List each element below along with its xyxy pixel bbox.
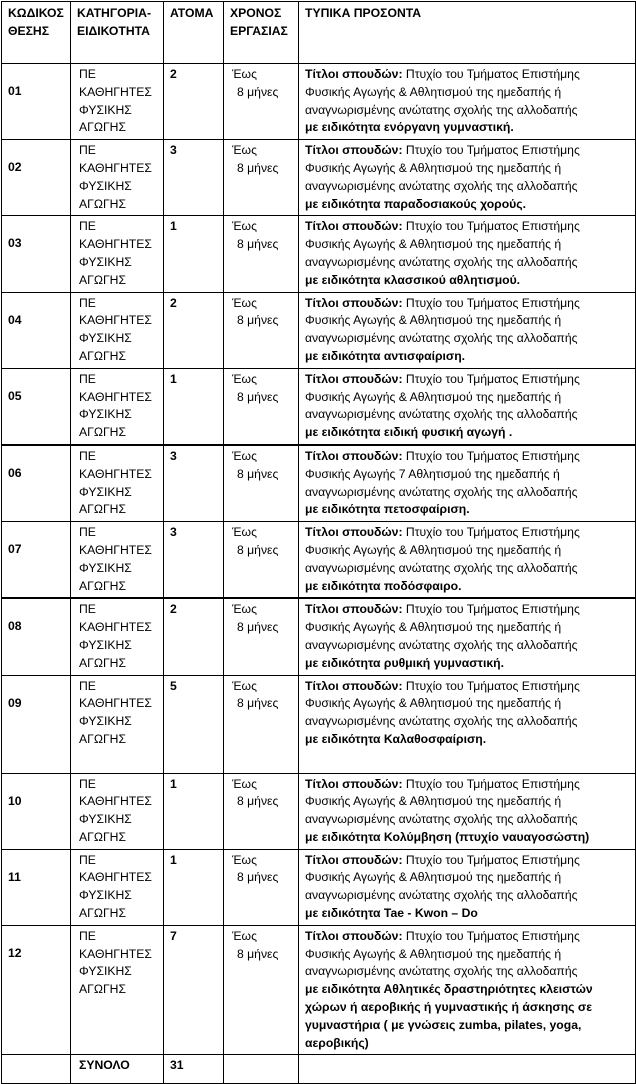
qualification-text: Φυσικής Αγωγής & Αθλητισμού της ημεδαπής ή <box>305 389 562 404</box>
category-cell <box>71 925 164 1055</box>
header-count: ΑΤΟΜΑ <box>164 2 224 64</box>
qualification-label: Τίτλοι σπουδών: <box>305 67 403 81</box>
position-code: 04 <box>2 292 71 368</box>
duration-cell: Έως 8 μήνες <box>224 773 299 849</box>
qualification-text: αναγνωρισμένης ανώτατης σχολής της αλλοδαπής <box>305 102 578 117</box>
category-line: ΚΑΘΗΓΗΤΕΣ <box>79 389 152 404</box>
position-code: 07 <box>2 522 71 599</box>
position-code: 11 <box>2 849 71 925</box>
category-line: ΚΑΘΗΓΗΤΕΣ <box>79 794 152 809</box>
category-line: ΑΓΩΓΗΣ <box>79 655 127 670</box>
position-code: 02 <box>2 140 71 216</box>
category-cell <box>71 445 164 522</box>
qualification-text: αναγνωρισμένης ανώτατης σχολής της αλλοδαπής <box>305 254 578 269</box>
category-line: ΑΓΩΓΗΣ <box>79 982 127 997</box>
qualification-text: αναγνωρισμένης ανώτατης σχολής της αλλοδαπής <box>305 178 578 193</box>
duration-cell: Έως 8 μήνες <box>224 140 299 216</box>
qualification-text: Φυσικής Αγωγής & Αθλητισμού της ημεδαπής ή <box>305 794 562 809</box>
qualification-label: Τίτλοι σπουδών: <box>305 295 403 310</box>
duration-cell: Έως 8 μήνες <box>224 64 299 140</box>
qualification-text: Φυσικής Αγωγής & Αθλητισμού της ημεδαπής ή <box>305 84 562 99</box>
category-line: ΠΕ <box>79 295 96 310</box>
category-cell <box>71 675 164 773</box>
count-cell: 1 <box>164 368 224 445</box>
qualification-label: Τίτλοι σπουδών: <box>305 143 403 158</box>
category-cell <box>71 64 164 140</box>
specialty-line: με ειδικότητα ρυθμική γυμναστική. <box>305 655 505 670</box>
qualification-text: Πτυχίο του Τμήματος Επιστήμης <box>405 678 580 693</box>
position-code: 06 <box>2 445 71 522</box>
qualification-label: Τίτλοι σπουδών: <box>305 448 403 463</box>
qualification-text: Πτυχίο του Τμήματος Επιστήμης <box>405 219 580 234</box>
qualification-text: Πτυχίο του Τμήματος Επιστήμης <box>405 67 580 81</box>
qualification-text: αναγνωρισμένης ανώτατης σχολής της αλλοδαπής <box>305 637 578 652</box>
category-line: ΠΕ <box>79 678 96 693</box>
position-code: 03 <box>2 216 71 292</box>
qualification-text: Φυσικής Αγωγής & Αθλητισμού της ημεδαπής ή <box>305 160 562 175</box>
count-cell: 2 <box>164 598 224 675</box>
table-row <box>2 598 636 675</box>
category-cell <box>71 598 164 675</box>
position-code: 09 <box>2 675 71 773</box>
category-line: ΦΥΣΙΚΗΣ <box>79 484 132 499</box>
category-line: ΠΕ <box>79 143 96 158</box>
category-line: ΚΑΘΗΓΗΤΕΣ <box>79 160 152 175</box>
qualification-text: Πτυχίο του Τμήματος Επιστήμης <box>405 602 580 617</box>
positions-table <box>1 1 636 1084</box>
category-line: ΠΕ <box>79 602 96 617</box>
qualifications-cell <box>299 849 636 925</box>
specialty-line: με ειδικότητα πετοσφαίριση. <box>305 502 470 517</box>
qualification-label: Τίτλοι σπουδών: <box>305 219 403 234</box>
category-line: ΚΑΘΗΓΗΤΕΣ <box>79 620 152 635</box>
table-row <box>2 292 636 368</box>
qualification-text: αναγνωρισμένης ανώτατης σχολής της αλλοδαπής <box>305 888 578 903</box>
duration-cell: Έως 8 μήνες <box>224 675 299 773</box>
qualifications-cell <box>299 216 636 292</box>
duration-cell: Έως 8 μήνες <box>224 292 299 368</box>
specialty-line: με ειδικότητα Tae - Kwon – Do <box>305 906 478 921</box>
specialty-line: με ειδικότητα ειδική φυσική αγωγή . <box>305 425 513 440</box>
table-row <box>2 140 636 216</box>
qualification-label: Τίτλοι σπουδών: <box>305 776 403 791</box>
specialty-line: με ειδικότητα Κολύμβηση (πτυχίο ναυαγοσώστη) <box>305 829 590 844</box>
category-line: ΑΓΩΓΗΣ <box>79 120 127 135</box>
qualification-text: αναγνωρισμένης ανώτατης σχολής της αλλοδαπής <box>305 560 578 575</box>
category-line: ΦΥΣΙΚΗΣ <box>79 964 132 979</box>
category-line: ΑΓΩΓΗΣ <box>79 196 127 211</box>
category-cell <box>71 522 164 599</box>
header-duration: ΧΡΟΝΟΣ ΕΡΓΑΣΙΑΣ <box>224 2 299 64</box>
specialty-line: χώρων ή αεροβικής ή γυμναστικής ή άσκησης σε <box>305 1000 593 1015</box>
qualification-text: αναγνωρισμένης ανώτατης σχολής της αλλοδαπής <box>305 812 578 827</box>
specialty-line: με ειδικότητα ποδόσφαιρο. <box>305 578 462 593</box>
category-line: ΑΓΩΓΗΣ <box>79 502 127 517</box>
category-line: ΦΥΣΙΚΗΣ <box>79 407 132 422</box>
category-line: ΠΕ <box>79 928 96 943</box>
qualification-text: Φυσικής Αγωγής & Αθλητισμού της ημεδαπής ή <box>305 696 562 711</box>
header-row <box>2 2 636 64</box>
category-line: ΠΕ <box>79 67 96 81</box>
table-row <box>2 445 636 522</box>
total-code-cell <box>2 1055 71 1084</box>
table-row <box>2 522 636 599</box>
specialty-line: με ειδικότητα παραδοσιακούς χορούς. <box>305 196 526 211</box>
category-line: ΚΑΘΗΓΗΤΕΣ <box>79 84 152 99</box>
qualification-text: Πτυχίο του Τμήματος Επιστήμης <box>405 928 580 943</box>
qualification-text: Πτυχίο του Τμήματος Επιστήμης <box>405 448 580 463</box>
header-qualifications: ΤΥΠΙΚΑ ΠΡΟΣΟΝΤΑ <box>299 2 636 64</box>
qualification-label: Τίτλοι σπουδών: <box>305 371 403 386</box>
qualification-text: Φυσικής Αγωγής & Αθλητισμού της ημεδαπής ή <box>305 946 562 961</box>
qualification-text: Φυσικής Αγωγής & Αθλητισμού της ημεδαπής ή <box>305 542 562 557</box>
category-line: ΠΕ <box>79 852 96 867</box>
category-cell <box>71 292 164 368</box>
count-cell: 1 <box>164 216 224 292</box>
table-row <box>2 849 636 925</box>
category-line: ΚΑΘΗΓΗΤΕΣ <box>79 946 152 961</box>
category-line: ΦΥΣΙΚΗΣ <box>79 254 132 269</box>
category-line: ΠΕ <box>79 219 96 234</box>
category-line: ΚΑΘΗΓΗΤΕΣ <box>79 313 152 328</box>
specialty-line: με ειδικότητα κλασσικού αθλητισμού. <box>305 272 521 287</box>
table-row <box>2 925 636 1055</box>
position-code: 08 <box>2 598 71 675</box>
qualification-text: αναγνωρισμένης ανώτατης σχολής της αλλοδαπής <box>305 484 578 499</box>
qualification-label: Τίτλοι σπουδών: <box>305 678 403 693</box>
qualification-text: Φυσικής Αγωγής & Αθλητισμού της ημεδαπής ή <box>305 620 562 635</box>
qualifications-cell <box>299 445 636 522</box>
category-cell <box>71 773 164 849</box>
category-cell <box>71 216 164 292</box>
qualification-label: Τίτλοι σπουδών: <box>305 602 403 617</box>
category-line: ΦΥΣΙΚΗΣ <box>79 560 132 575</box>
category-line: ΦΥΣΙΚΗΣ <box>79 714 132 729</box>
position-code: 05 <box>2 368 71 445</box>
qualification-label: Τίτλοι σπουδών: <box>305 525 403 540</box>
category-line: ΚΑΘΗΓΗΤΕΣ <box>79 696 152 711</box>
qualification-text: Πτυχίο του Τμήματος Επιστήμης <box>405 295 580 310</box>
category-line: ΦΥΣΙΚΗΣ <box>79 178 132 193</box>
qualification-text: αναγνωρισμένης ανώτατης σχολής της αλλοδαπής <box>305 331 578 346</box>
category-line: ΑΓΩΓΗΣ <box>79 578 127 593</box>
category-line: ΦΥΣΙΚΗΣ <box>79 888 132 903</box>
specialty-line: με ειδικότητα ενόργανη γυμναστική. <box>305 120 514 135</box>
qualifications-cell <box>299 925 636 1055</box>
qualification-text: Φυσικής Αγωγής 7 Αθλητισμού της ημεδαπής ή <box>305 466 560 481</box>
qualification-text: αναγνωρισμένης ανώτατης σχολής της αλλοδαπής <box>305 407 578 422</box>
count-cell: 2 <box>164 292 224 368</box>
category-line: ΑΓΩΓΗΣ <box>79 906 127 921</box>
duration-cell: Έως 8 μήνες <box>224 445 299 522</box>
category-line: ΦΥΣΙΚΗΣ <box>79 102 132 117</box>
qualifications-cell <box>299 522 636 599</box>
total-qual-cell <box>299 1055 636 1084</box>
duration-cell: Έως 8 μήνες <box>224 849 299 925</box>
duration-cell: Έως 8 μήνες <box>224 522 299 599</box>
table-row <box>2 773 636 849</box>
table-row <box>2 64 636 140</box>
category-line: ΚΑΘΗΓΗΤΕΣ <box>79 237 152 252</box>
qualifications-cell <box>299 140 636 216</box>
count-cell: 5 <box>164 675 224 773</box>
category-line: ΚΑΘΗΓΗΤΕΣ <box>79 870 152 885</box>
count-cell: 7 <box>164 925 224 1055</box>
count-cell: 3 <box>164 522 224 599</box>
qualification-text: Φυσικής Αγωγής & Αθλητισμού της ημεδαπής ή <box>305 870 562 885</box>
category-line: ΑΓΩΓΗΣ <box>79 731 127 746</box>
total-value: 31 <box>164 1055 224 1084</box>
total-row <box>2 1055 636 1084</box>
specialty-line: με ειδικότητα Καλαθοσφαίριση. <box>305 731 487 746</box>
qualifications-cell <box>299 64 636 140</box>
category-line: ΚΑΘΗΓΗΤΕΣ <box>79 466 152 481</box>
category-line: ΦΥΣΙΚΗΣ <box>79 331 132 346</box>
table-row <box>2 675 636 773</box>
qualifications-cell <box>299 773 636 849</box>
qualification-text: αναγνωρισμένης ανώτατης σχολής της αλλοδαπής <box>305 714 578 729</box>
specialty-line: γυμναστήρια ( με γνώσεις zumba, pilates, yoga, <box>305 1017 582 1032</box>
duration-cell: Έως 8 μήνες <box>224 925 299 1055</box>
table-row <box>2 216 636 292</box>
qualification-text: Πτυχίο του Τμήματος Επιστήμης <box>405 371 580 386</box>
category-line: ΠΕ <box>79 371 96 386</box>
category-line: ΚΑΘΗΓΗΤΕΣ <box>79 542 152 557</box>
count-cell: 1 <box>164 773 224 849</box>
qualification-label: Τίτλοι σπουδών: <box>305 852 403 867</box>
position-code: 10 <box>2 773 71 849</box>
category-line: ΑΓΩΓΗΣ <box>79 272 127 287</box>
qualification-label: Τίτλοι σπουδών: <box>305 928 403 943</box>
qualification-text: Φυσικής Αγωγής & Αθλητισμού της ημεδαπής ή <box>305 237 562 252</box>
specialty-line: με ειδικότητα αντισφαίριση. <box>305 348 466 363</box>
duration-cell: Έως 8 μήνες <box>224 598 299 675</box>
count-cell: 3 <box>164 140 224 216</box>
category-line: ΑΓΩΓΗΣ <box>79 829 127 844</box>
header-code: ΚΩΔΙΚΟΣ ΘΕΣΗΣ <box>2 2 71 64</box>
header-category: ΚΑΤΗΓΟΡΙΑ- ΕΙΔΙΚΟΤΗΤΑ <box>71 2 164 64</box>
table-row <box>2 368 636 445</box>
qualifications-cell <box>299 675 636 773</box>
qualifications-cell <box>299 368 636 445</box>
total-duration-cell <box>224 1055 299 1084</box>
category-cell <box>71 140 164 216</box>
qualification-text: αναγνωρισμένης ανώτατης σχολής της αλλοδαπής <box>305 964 578 979</box>
category-line: ΑΓΩΓΗΣ <box>79 425 127 440</box>
position-code: 01 <box>2 64 71 140</box>
qualifications-cell <box>299 292 636 368</box>
count-cell: 3 <box>164 445 224 522</box>
duration-cell: Έως 8 μήνες <box>224 368 299 445</box>
total-label: ΣΥΝΟΛΟ <box>71 1055 164 1084</box>
specialty-line: με ειδικότητα Αθλητικές δραστηριότητες κλειστών <box>305 982 593 997</box>
category-line: ΠΕ <box>79 525 96 540</box>
category-line: ΦΥΣΙΚΗΣ <box>79 812 132 827</box>
category-line: ΦΥΣΙΚΗΣ <box>79 637 132 652</box>
position-code: 12 <box>2 925 71 1055</box>
qualifications-cell <box>299 598 636 675</box>
specialty-line: αεροβικής) <box>305 1035 369 1050</box>
duration-cell: Έως 8 μήνες <box>224 216 299 292</box>
qualification-text: Πτυχίο του Τμήματος Επιστήμης <box>405 852 580 867</box>
category-cell <box>71 368 164 445</box>
category-line: ΑΓΩΓΗΣ <box>79 348 127 363</box>
qualification-text: Φυσικής Αγωγής & Αθλητισμού της ημεδαπής ή <box>305 313 562 328</box>
count-cell: 1 <box>164 849 224 925</box>
qualification-text: Πτυχίο του Τμήματος Επιστήμης <box>405 776 580 791</box>
category-line: ΠΕ <box>79 776 96 791</box>
category-cell <box>71 849 164 925</box>
qualification-text: Πτυχίο του Τμήματος Επιστήμης <box>405 525 580 540</box>
category-line: ΠΕ <box>79 448 96 463</box>
qualification-text: Πτυχίο του Τμήματος Επιστήμης <box>405 143 580 158</box>
count-cell: 2 <box>164 64 224 140</box>
